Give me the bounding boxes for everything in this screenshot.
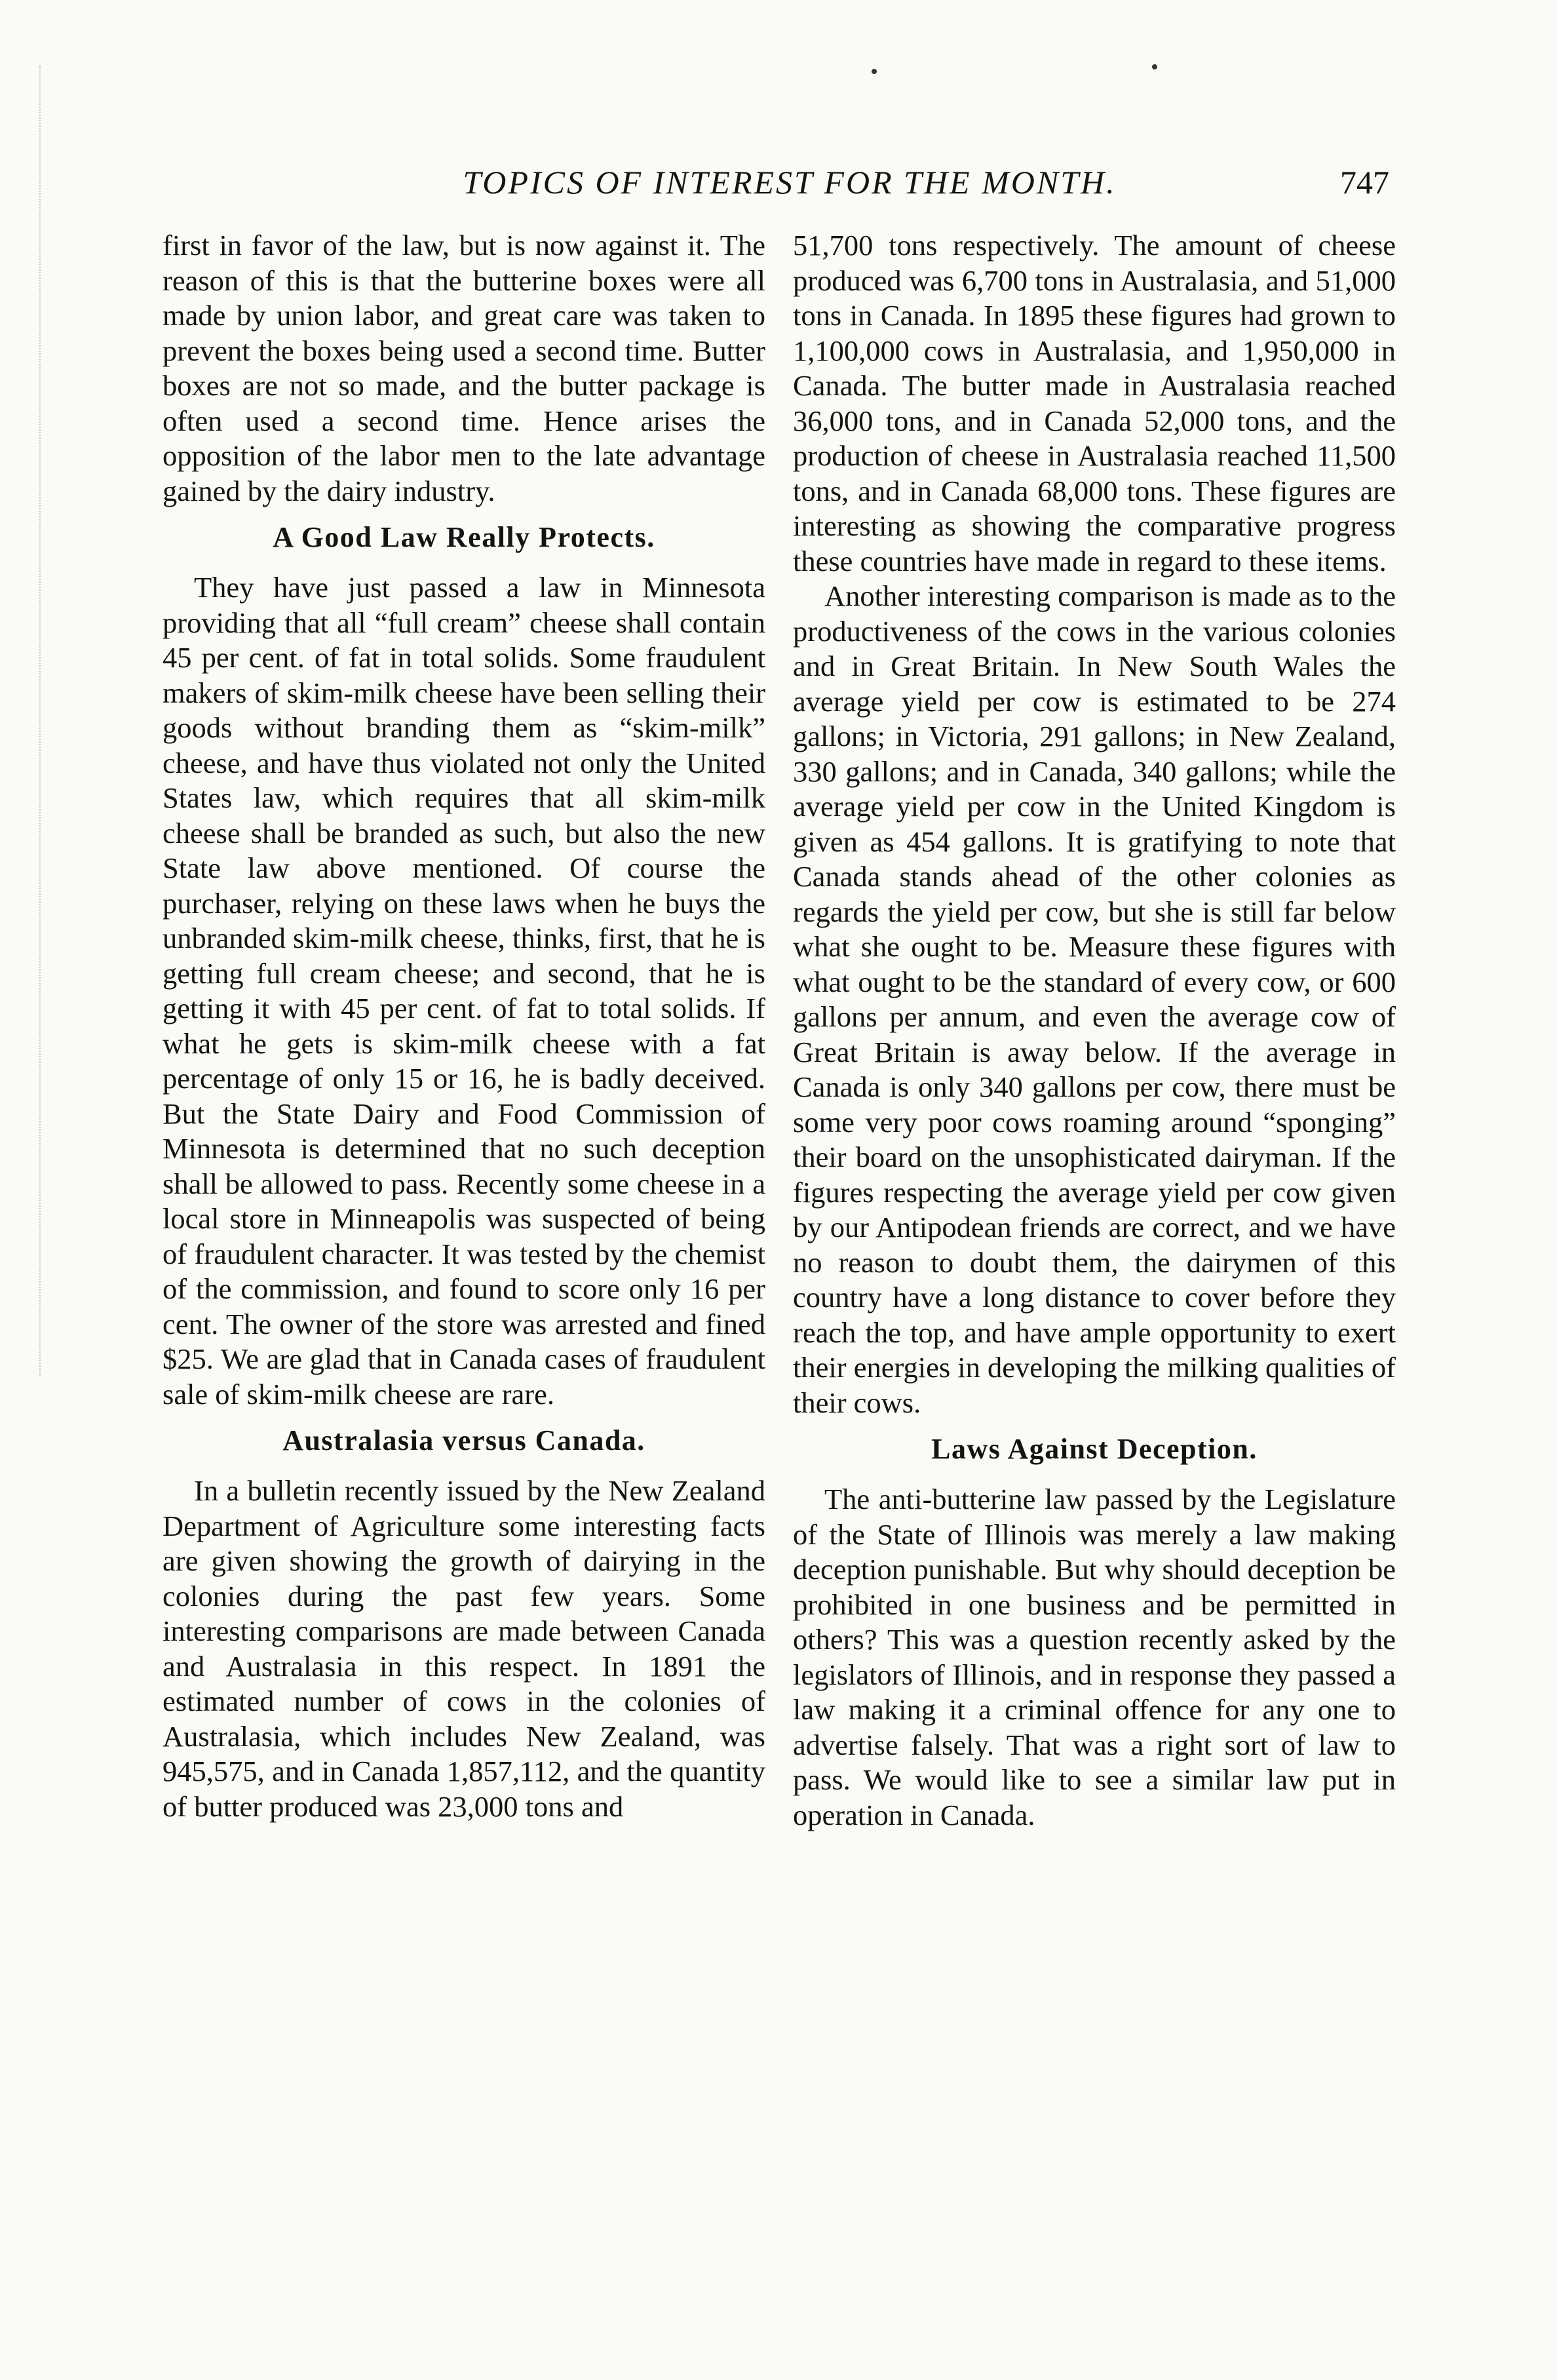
right-column: [793, 228, 1396, 1833]
intro-paragraph: first in favor of the law, but is now against it. The reason of this is that the butterine boxes were all made by union labor, and great care was taken to prevent the boxes being used a second time. Butter boxes are not so made, and the butter package is often used a second time. Hence arises the opposition of the labor men to the late advantage gained by the dairy industry.: [163, 229, 765, 507]
page-number: 747: [1340, 164, 1389, 201]
section-heading-good-law: A Good Law Really Protects.: [273, 521, 655, 553]
page-header: [157, 156, 1389, 208]
australasia-paragraph: In a bulletin recently issued by the New Zealand Department of Agriculture some interesting facts are given showing the growth of dairying in the colonies during the past few years. Some interesting comparisons are made between Canada and Australasia in this respect. In 1891 the estimated number of cows in the colonies of Australasia, which includes New Zealand, was 945,575, and in Canada 1,857,112, and the quantity of butter produced was 23,000 tons and: [163, 1474, 765, 1823]
section-heading-deception: Laws Against Deception.: [931, 1433, 1258, 1465]
good-law-paragraph: They have just passed a law in Minnesota providing that all “full cream” cheese shall contain 45 per cent. of fat in total solids. Some fraudulent makers of skim-milk cheese have been selling their goods without branding them as “skim-milk” cheese, and have thus violated not only the United States law, which requires that all skim-milk cheese shall be branded as such, but also the new State law above mentioned. Of course the purchaser, relying on these laws when he buys the unbranded skim-milk cheese, thinks, first, that he is getting full cream cheese; and second, that he is getting it with 45 per cent. of fat to total solids. If what he gets is skim-milk cheese with a fat percentage of only 15 or 16, he is badly deceived. But the State Dairy and Food Commission of Minnesota is determined that no such deception shall be allowed to pass. Recently some cheese in a local store in Minneapolis was suspected of being of fraudulent character. It was tested by the chemist of the commission, and found to score only 16 per cent. The owner of the store was arrested and fined $25. We are glad that in Canada cases of fraudulent sale of skim-milk cheese are rare.: [163, 571, 765, 1411]
left-column: [163, 228, 765, 1824]
ink-speck: [1152, 64, 1157, 69]
comparison-paragraph: Another interesting comparison is made as to the productiveness of the cows in the various colonies and in Great Britain. In New South Wales the average yield per cow is estimated to be 274 gallons; in Victoria, 291 gallons; in New Zealand, 330 gallons; and in Canada, 340 gallons; while the average yield per cow in the United Kingdom is given as 454 gallons. It is gratifying to note that Canada stands ahead of the other colonies as regards the yield per cow, but she is still far below what she ought to be. Measure these figures with what ought to be the standard of every cow, or 600 gallons per annum, and even the average cow of Great Britain is away below. If the average in Canada is only 340 gallons per cow, there must be some very poor cows roaming around “sponging” their board on the unsophisticated dairyman. If the figures respecting the average yield per cow given by our Antipodean friends are correct, and we have no reason to doubt them, the dairymen of this country have a long distance to cover before they reach the top, and have ample opportunity to exert their energies in developing the milking qualities of their cows.: [793, 579, 1396, 1419]
binding-margin-marks: [0, 66, 41, 1376]
running-title: TOPICS OF INTEREST FOR THE MONTH.: [463, 164, 1117, 201]
ink-speck: [872, 69, 877, 74]
deception-paragraph: The anti-butterine law passed by the Legislature of the State of Illinois was merely a law making deception punishable. But why should deception be prohibited in one business and be permitted in others? This was a question recently asked by the legislators of Illinois, and in response they passed a law making it a criminal offence for any one to advertise falsely. That was a right sort of law to pass. We would like to see a similar law put in operation in Canada.: [793, 1483, 1396, 1831]
continued-paragraph: 51,700 tons respectively. The amount of cheese produced was 6,700 tons in Australasia, and 51,000 tons in Canada. In 1895 these figures had grown to 1,100,000 cows in Australasia, and 1,950,000 in Canada. The butter made in Australasia reached 36,000 tons, and in Canada 52,000 tons, and the production of cheese in Australasia reached 11,500 tons, and in Canada 68,000 tons. These figures are interesting as showing the comparative progress these countries have made in regard to these items.: [793, 229, 1396, 577]
section-heading-australasia: Australasia versus Canada.: [282, 1424, 645, 1456]
